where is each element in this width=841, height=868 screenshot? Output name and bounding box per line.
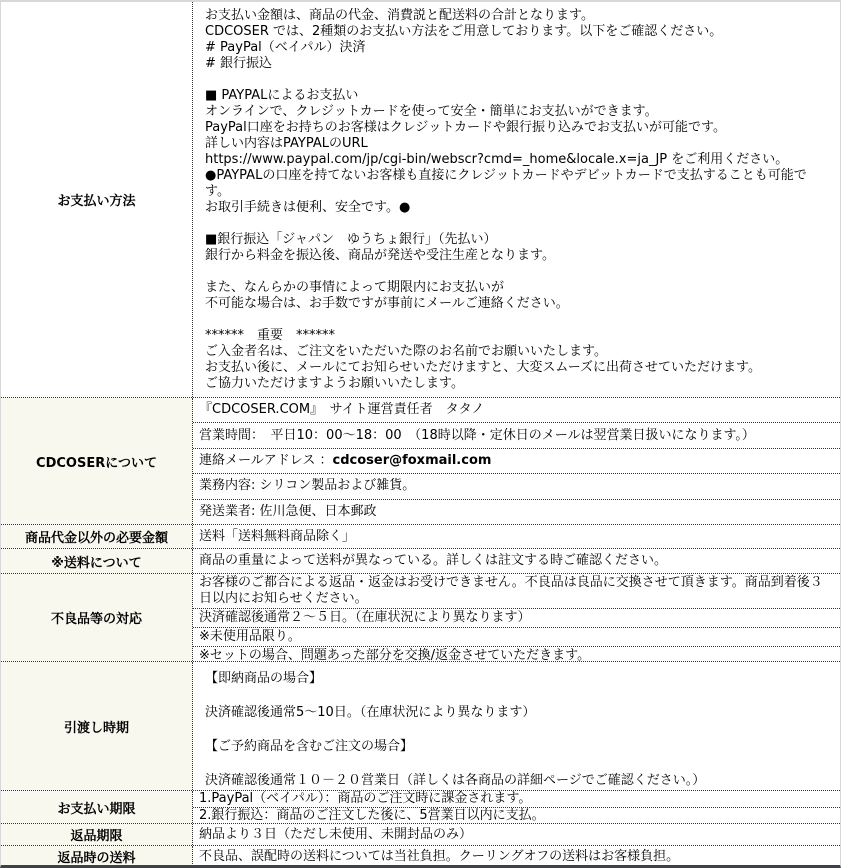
paypal-url-text: https://www.paypal.com/jp/cgi-bin/webscr?cmd=_home&locale.x=ja_JP をご利用ください。 [205, 152, 789, 167]
text-line: ■ PAYPALによるお支払い [205, 88, 359, 103]
returns-policy-text: お客様のご都合による返品・返金はお受けできません。不良品は良品に交換させて頂きます。商品到着後３日以内にお知らせください。 [199, 575, 823, 606]
paypal-deadline-cell [193, 791, 840, 807]
delivery-time-text [199, 665, 834, 794]
blank-line [205, 216, 828, 232]
text-line: 詳しい内容はPAYPALのURL [205, 136, 368, 151]
exchange-time-text: 決済確認後通常２～５日。（在庫状況により異なります） [199, 610, 531, 625]
business-description-text: 業務内容: シリコン製品および雑貨。 [199, 478, 416, 494]
exchange-time-cell [193, 608, 840, 627]
blank-line [205, 721, 828, 738]
return-shipping-content [193, 846, 840, 866]
text-line: 銀行から料金を振込後、商品が発送や受注生産となります。 [205, 248, 555, 263]
set-exchange-text: ※セットの場合、問題あった部分を交換/返金させていただきます。 [199, 648, 591, 663]
row-about-cdcoser [1, 398, 840, 525]
text-line: お支払い後に、メールにてお知らせいただけますと、大変スムーズに出荷させていただけます。 [205, 360, 762, 375]
blank-line [205, 312, 828, 328]
returns-policy-cell [193, 574, 840, 608]
return-shipping-text: 不良品、誤配時の送料については当社負担。クーリングオフの送料はお客様負担。 [199, 849, 680, 864]
row-extra-fees [1, 525, 840, 549]
preorder-delivery-text: 決済確認後通常１０－２０営業日（詳しくは各商品の詳細ページでご確認ください。） [205, 773, 706, 788]
text-line: オンラインで、クレジットカードを使って安全・簡単にお支払いができます。 [205, 104, 658, 119]
contact-email-label: 連絡メールアドレス ： [199, 453, 333, 469]
text-line: ご入金者名は、ご注文をいただいた際のお名前でお願いいたします。 [205, 344, 607, 359]
blank-line [205, 264, 828, 280]
blank-line [205, 755, 828, 772]
row-label-payment-method: お支払い方法 [1, 2, 193, 397]
paypal-deadline-text: 1.PayPal（ベイパル）：商品のご注文時に課金されます。 [199, 791, 532, 806]
unused-only-text: ※未使用品限り。 [199, 629, 301, 644]
text-line: # 銀行振込 [205, 56, 273, 71]
defective-items-content [193, 574, 840, 661]
preorder-heading: 【ご予約商品を含むご注文の場合】 [205, 739, 414, 754]
extra-fees-content [193, 525, 840, 548]
row-label-payment-deadline: お支払い期限 [1, 791, 193, 823]
contact-email-cell [193, 448, 840, 473]
about-shipping-text: 商品の重量によって送料が異なっている。詳しくは註文する時ご確認ください。 [199, 553, 668, 568]
business-hours-text: 営業時間： 平日10：00～18：00 （18時以降・定休日のメールは翌営業日扱いになります。） [199, 427, 755, 443]
row-return-shipping [1, 846, 840, 866]
contact-email-address: cdcoser@foxmail.com [332, 453, 492, 469]
about-cdcoser-content [193, 398, 840, 524]
text-line: ■銀行振込「ジャパン ゆうちょ銀行」（先払い） [205, 232, 497, 247]
text-line: お取引手続きは便利、安全です。● [205, 200, 411, 215]
return-deadline-text: 納品より３日（ただし未使用、未開封品のみ） [199, 827, 473, 842]
business-hours-cell [193, 422, 840, 447]
important-note-heading: ****** 重要 ****** [205, 328, 336, 343]
payment-deadline-content [193, 791, 840, 823]
site-operator-text: 『CDCOSER.COM』 サイト運営責任者 タタノ [199, 402, 485, 418]
shipping-carrier-cell [193, 499, 840, 524]
row-label-delivery-time: 引渡し時期 [1, 662, 193, 790]
payment-method-content [193, 2, 840, 397]
shipping-carrier-text: 発送業者: 佐川急便、日本郵政 [199, 503, 377, 519]
payment-method-text [199, 5, 834, 395]
row-return-deadline [1, 824, 840, 846]
row-defective-items [1, 574, 840, 662]
delivery-time-content [193, 662, 840, 790]
row-payment-deadline [1, 791, 840, 824]
in-stock-heading: 【即納商品の場合】 [205, 671, 323, 686]
row-label-defective-items: 不良品等の対応 [1, 574, 193, 661]
in-stock-delivery-text: 決済確認後通常5～10日。（在庫状況により異なります） [205, 705, 536, 720]
contact-email-text [199, 453, 834, 469]
text-line: お支払い金額は、商品の代金、消費説と配送料の合計となります。 [205, 8, 594, 23]
text-line: 不可能な場合は、お手数ですが事前にメールご連絡ください。 [205, 296, 569, 311]
row-label-extra-fees: 商品代金以外の必要金額 [1, 525, 193, 548]
row-label-return-shipping: 返品時の送料 [1, 846, 193, 866]
text-line: PayPal口座をお持ちのお客様はクレジットカードや銀行振り込みでお支払いが可能です。 [205, 120, 726, 135]
bank-transfer-deadline-cell [193, 807, 840, 824]
blank-line [205, 72, 828, 88]
extra-fees-text: 送料「送料無料商品除く」 [199, 528, 356, 544]
text-line: また、なんらかの事情によって期限内にお支払いが [205, 280, 505, 295]
text-line: # PayPal（ベイパル）決済 [205, 40, 366, 55]
bank-transfer-deadline-text: 2.銀行振込：商品のご注文した後に、5営業日以内に支払。 [199, 808, 545, 823]
row-delivery-time [1, 662, 840, 791]
text-line: ご協力いただけますようお願いいたします。 [205, 376, 464, 391]
row-label-return-deadline: 返品期限 [1, 824, 193, 845]
text-line: ●PAYPALの口座を持てないお客様も直接にクレジットカードやデビットカードで支払することも可能です。 [205, 168, 807, 199]
text-line: CDCOSER では、2種類のお支払い方法をご用意しております。以下をご確認ください。 [205, 24, 723, 39]
row-label-about-cdcoser: CDCOSERについて [1, 398, 193, 524]
return-deadline-content [193, 824, 840, 845]
row-about-shipping [1, 549, 840, 574]
about-shipping-content [193, 549, 840, 573]
row-label-about-shipping: ※送料について [1, 549, 193, 573]
row-payment-method [1, 2, 840, 398]
blank-line [205, 687, 828, 704]
business-description-cell [193, 473, 840, 498]
site-operator-cell [193, 398, 840, 422]
unused-only-cell [193, 627, 840, 646]
